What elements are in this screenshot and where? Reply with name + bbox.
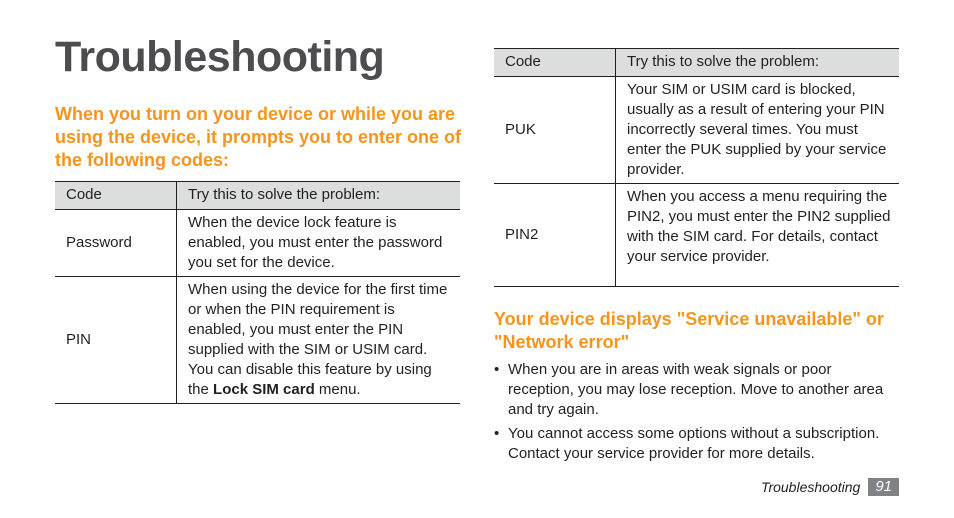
column-header-solution: Try this to solve the problem: xyxy=(177,182,461,210)
troubleshooting-bullet-list xyxy=(494,360,899,468)
code-cell-pin: PIN xyxy=(55,277,177,404)
codes-table-left xyxy=(55,181,460,404)
table-header-row xyxy=(494,49,899,77)
column-header-code: Code xyxy=(494,49,616,77)
solution-cell-puk: Your SIM or USIM card is blocked, usually as a result of entering your PIN incorrectly several times. You must enter the PUK supplied by your service provider. xyxy=(616,77,900,184)
service-section-heading: Your device displays "Service unavailable" or "Network error" xyxy=(494,309,884,352)
footer-section-label: Troubleshooting xyxy=(760,479,861,495)
column-header-code: Code xyxy=(55,182,177,210)
solution-cell-password: When the device lock feature is enabled, you must enter the password you set for the device. xyxy=(177,210,461,277)
table-row xyxy=(494,184,899,287)
solution-cell-pin xyxy=(177,277,461,404)
table-row xyxy=(494,77,899,184)
bullet-text: You cannot access some options without a subscription. Contact your service provider for more details. xyxy=(508,425,880,462)
code-cell-password: Password xyxy=(55,210,177,277)
codes-table-right xyxy=(494,48,899,287)
lock-sim-card-menu-name: Lock SIM card xyxy=(213,381,315,398)
solution-cell-pin2: When you access a menu requiring the PIN2, you must enter the PIN2 supplied with the SIM card. For details, contact your service provider. xyxy=(616,184,900,287)
code-cell-puk: PUK xyxy=(494,77,616,184)
page-footer xyxy=(761,478,899,496)
codes-section-heading: When you turn on your device or while you are using the device, it prompts you to enter one of the following codes: xyxy=(55,104,462,170)
table-row xyxy=(55,277,460,404)
solution-text: When using the device for the first time or when the PIN requirement is enabled, you must enter the PIN supplied with the SIM or USIM card. You can disable this feature by using the xyxy=(188,281,448,398)
bullet-text: When you are in areas with weak signals or poor reception, you may lose reception. Move to another area and try again. xyxy=(508,361,884,418)
solution-text-end: menu. xyxy=(314,381,361,398)
table-header-row xyxy=(55,182,460,210)
bullet-icon: • xyxy=(494,425,500,442)
list-item xyxy=(494,360,899,420)
page-title: Troubleshooting xyxy=(55,33,385,81)
code-cell-pin2: PIN2 xyxy=(494,184,616,287)
column-header-solution: Try this to solve the problem: xyxy=(616,49,900,77)
page-number: 91 xyxy=(868,478,899,496)
bullet-icon: • xyxy=(494,361,500,378)
list-item xyxy=(494,424,899,464)
table-row xyxy=(55,210,460,277)
